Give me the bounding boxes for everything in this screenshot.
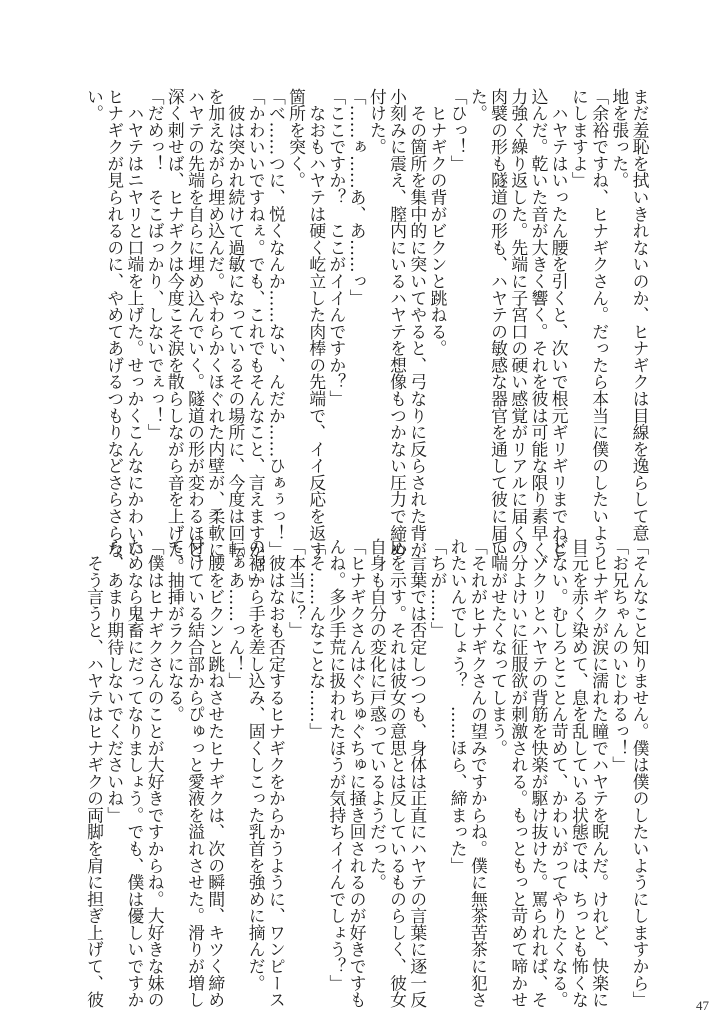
text-line: 「そんなこと知りません。僕は僕のしたいようにしますから」 bbox=[630, 538, 650, 1009]
text-line: その箇所を集中的に突いてやると、弓なりに反らされた背が bbox=[407, 88, 428, 559]
text-line: の裾から手を差し込み、固くしこった乳首を強めに摘んだ。 bbox=[246, 538, 267, 992]
text-line: 「そ……んなことな……」 bbox=[306, 538, 327, 740]
text-line: ら、あまり期待しないでくださいね」 bbox=[104, 538, 125, 824]
text-line: 彼は突かれ続けて過敏になっているその場所に、今度は回転 bbox=[225, 88, 246, 559]
text-line: どない。むしろとことん苛めて、かわいがってやりたくなる。 bbox=[549, 538, 570, 1009]
text-line: 「ぁあ……っん！」 bbox=[225, 538, 246, 690]
text-line: ヒナギクが見られるのに、やめてあげるつもりなどさらさらな bbox=[104, 88, 125, 559]
text-line: ハヤテの先端を自らに埋め込んでいく。隧道の形が変わるほど bbox=[185, 88, 206, 559]
text-line: 腰をビクンと跳ねさせたヒナギクは、次の瞬間、キツく締め bbox=[205, 538, 226, 1009]
text-line: 込んだ。乾いた音が大きく響く。それを彼は可能な限り素早く、 bbox=[528, 88, 549, 575]
text-line: んね。多少手荒に扱われたほうが気持ちイイんでしょう？」 bbox=[326, 538, 347, 992]
text-line: て、抽挿がラクになる。 bbox=[165, 538, 186, 723]
text-line: ハヤテはいったん腰を引くと、次いで根元ギリギリまでねじ bbox=[549, 88, 570, 559]
text-line: 「ひっ！」 bbox=[448, 88, 469, 172]
text-line: ハヤテはニヤリと口端を上げた。せっかくこんなにかわいい bbox=[124, 88, 145, 559]
text-line: そう言うと、ハヤテはヒナギクの両脚を肩に担ぎ上げて、彼 bbox=[84, 538, 105, 1009]
text-line: ためなら鬼畜にだってなりましょう。でも、僕は優しいですか bbox=[124, 538, 145, 1009]
text-line: 箇所を突く。 bbox=[286, 88, 307, 189]
text-line: を加えながら埋め込んだ。やわらかくほぐれた内壁が、柔軟に bbox=[205, 88, 226, 559]
text-line: て喘がせたくなってしまう。 bbox=[488, 538, 509, 757]
text-line: なおもハヤテは硬く屹立した肉棒の先端で、イイ反応を返す bbox=[306, 88, 327, 559]
bottom-text-block bbox=[84, 538, 650, 1009]
text-line: 「ここですか？ ここがイイんですか？」 bbox=[326, 88, 347, 408]
text-line: 「……ぁ……あ、あ……っ」 bbox=[347, 88, 368, 307]
text-line: い。 bbox=[84, 88, 105, 122]
text-line: 地を張った。 bbox=[609, 88, 630, 189]
text-line: 深く刺せば、ヒナギクは今度こそ涙を散らしながら音を上げた。 bbox=[165, 88, 186, 575]
text-line: 「本当に？」 bbox=[286, 538, 307, 639]
text-line: 彼はなおも否定するヒナギクをからかうように、ワンピース bbox=[266, 538, 287, 1009]
text-line: 付けている結合部からぴゅっと愛液を溢れさせた。滑りが増し bbox=[185, 538, 206, 1009]
text-line: 付けた。 bbox=[367, 88, 388, 156]
text-line: 目元を赤く染めて、息を乱している状態では、ちっとも怖くな bbox=[569, 538, 590, 1009]
text-line: 「それがヒナギクさんの望みですからね。僕に無茶苦茶に犯さ bbox=[468, 538, 489, 1009]
text-line: ヒナギクの背がビクンと跳ねる。 bbox=[427, 88, 448, 357]
text-line: ゾクリとハヤテの背筋を快楽が駆け抜けた。罵られれば、そ bbox=[528, 538, 549, 1009]
text-line: 応を示す。それは彼女の意思とは反しているものらしく、彼女 bbox=[387, 538, 408, 1009]
text-line: 「余裕ですね、ヒナギクさん。だったら本当に僕のしたいよう bbox=[589, 88, 610, 559]
text-line: にしますよ」 bbox=[569, 88, 590, 189]
text-line: 小刻みに震え、膣内にいるハヤテを想像もつかない圧力で締め bbox=[387, 88, 408, 559]
text-line: 「お兄ちゃんのいじわるっ！」 bbox=[609, 538, 630, 774]
text-line: ヒナギクが涙に濡れた瞳でハヤテを睨んだ。けれど、快楽に bbox=[589, 538, 610, 1009]
text-line: 「だめっ！ そこばっかり、しないでぇっ！」 bbox=[145, 88, 166, 441]
text-line: 「かわいいですねぇ。でも、これでもそんなこと、言えますか？」 bbox=[246, 88, 267, 592]
text-line: 「ヒナギクさんはぐちゅぐちゅに掻き回されるのが好きですも bbox=[347, 538, 368, 1009]
text-line: た。 bbox=[468, 88, 489, 122]
text-line: 肉襞の形も隧道の形も、ハヤテの敏感な器官を通して彼に届い bbox=[488, 88, 509, 559]
text-line: まだ羞恥を拭いきれないのか、ヒナギクは目線を逸らして意 bbox=[630, 88, 650, 542]
text-line: の分よけいに征服欲が刺激される。もっともっと苛めて啼かせ bbox=[508, 538, 529, 1009]
text-line: 言葉では否定しつつも、身体は正直にハヤテの言葉に逐一反 bbox=[407, 538, 428, 1009]
text-line: 「ちが……」 bbox=[427, 538, 448, 639]
text-line: 自身も自分の変化に戸惑っているようだった。 bbox=[367, 538, 388, 891]
page-number: 47 bbox=[696, 998, 709, 1013]
text-line: 「べ……つに、悦くなんか……ない、んだか……ひぁぅっ！」 bbox=[266, 88, 287, 559]
text-line: 力強く繰り返した。先端に子宮口の硬い感覚がリアルに届く。 bbox=[508, 88, 529, 559]
text-line: 「僕はヒナギクさんのことが大好きですからね。大好きな妹の bbox=[145, 538, 166, 1009]
text-line: れたいんでしょう？ ……ほら、締まった」 bbox=[448, 538, 469, 874]
